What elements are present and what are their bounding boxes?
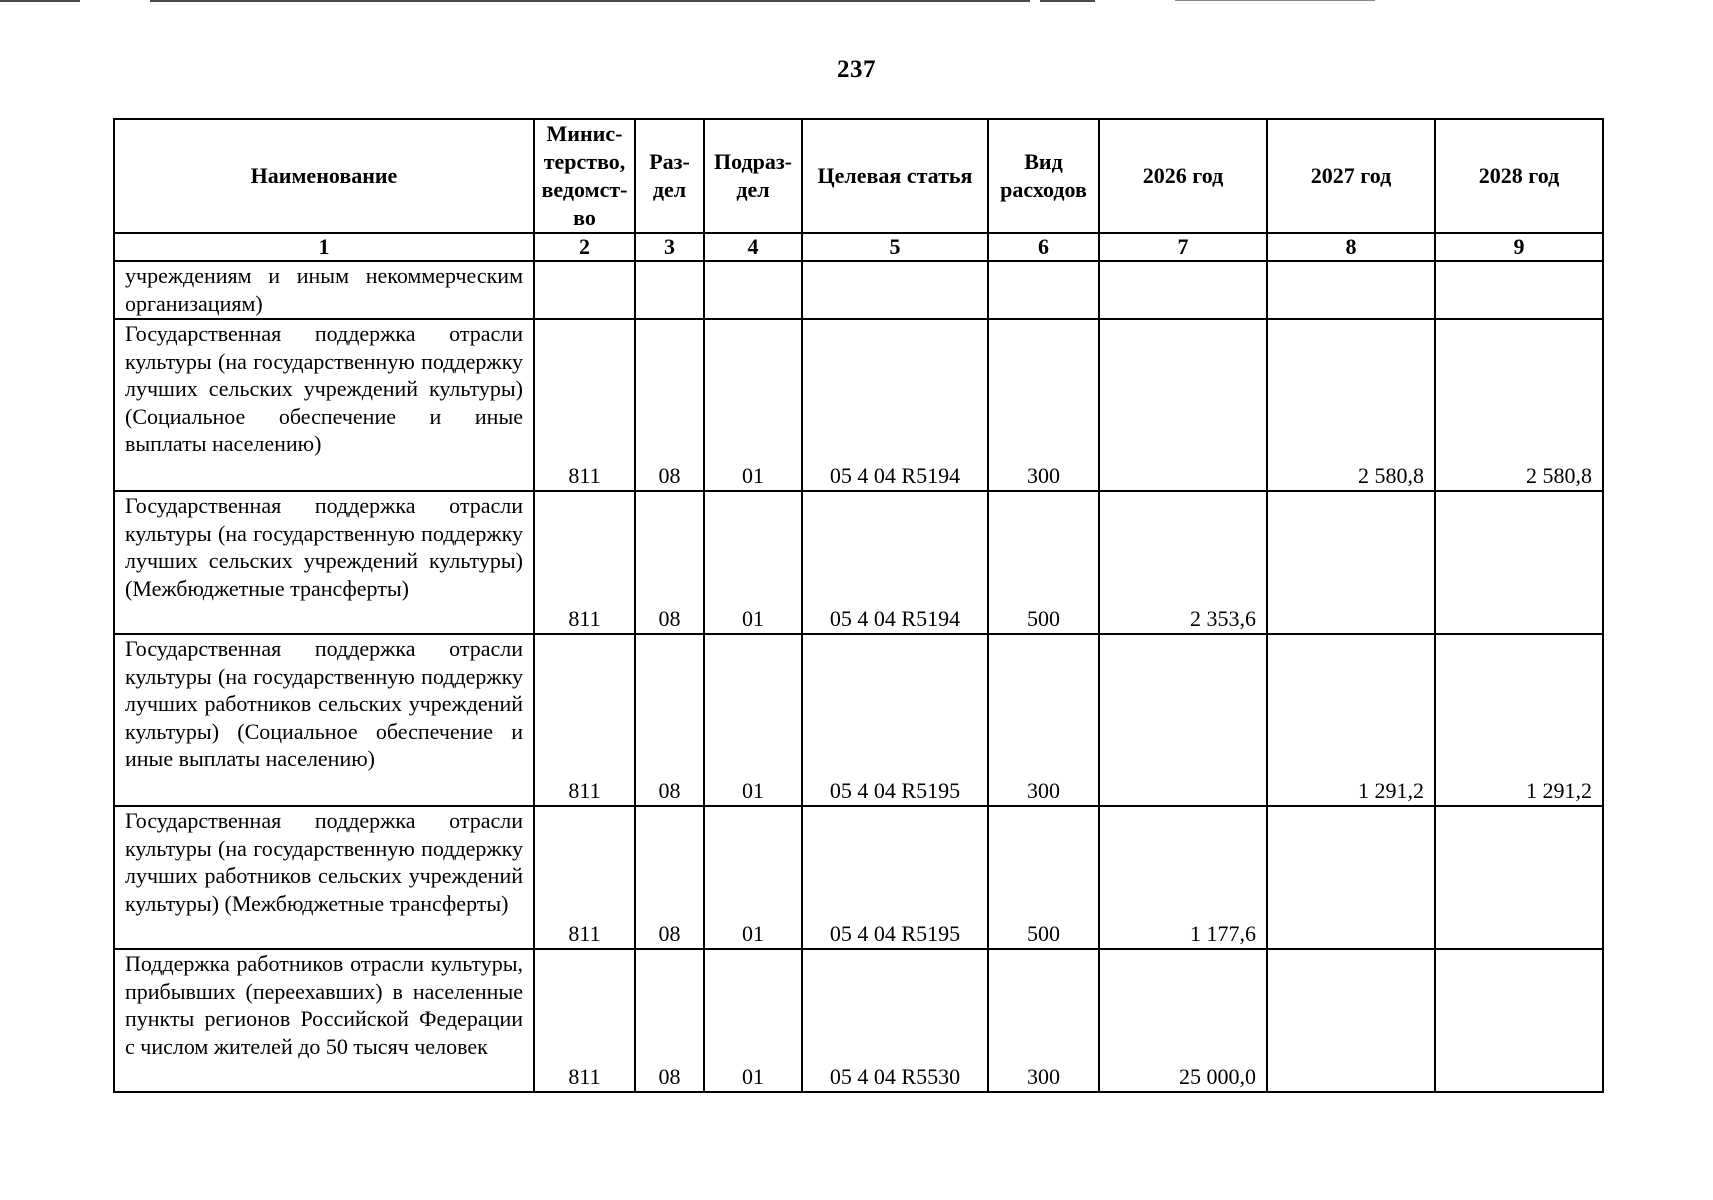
row-expense-type: 300 [988, 949, 1099, 1092]
row-subsection: 01 [704, 634, 802, 806]
row-ministry: 811 [534, 806, 635, 949]
row-2026: 2 353,6 [1099, 491, 1267, 634]
row-ministry: 811 [534, 949, 635, 1092]
header-ministry: Минис-терство, ведомст-во [534, 119, 635, 233]
row-2028 [1435, 806, 1603, 949]
header-section: Раз-дел [635, 119, 704, 233]
row-section: 08 [635, 949, 704, 1092]
row-subsection: 01 [704, 806, 802, 949]
scan-edge-line [0, 0, 80, 2]
row-ministry: 811 [534, 491, 635, 634]
row-2026 [1099, 319, 1267, 491]
column-number: 9 [1435, 233, 1603, 261]
row-target: 05 4 04 R5194 [802, 319, 988, 491]
row-ministry [534, 261, 635, 319]
row-name: учреждениям и иным некоммерческим организациям) [114, 261, 534, 319]
row-target: 05 4 04 R5530 [802, 949, 988, 1092]
row-ministry: 811 [534, 634, 635, 806]
header-subsection: Подраз-дел [704, 119, 802, 233]
row-2028 [1435, 491, 1603, 634]
row-2026: 1 177,6 [1099, 806, 1267, 949]
column-number: 6 [988, 233, 1099, 261]
row-section [635, 261, 704, 319]
row-name: Государственная поддержка отрасли культуры (на государственную поддержку лучших работников сельских учреждений культуры) (Социальное обеспечение и иные выплаты населению) [114, 634, 534, 806]
scan-edge-line [1040, 0, 1095, 2]
header-2027: 2027 год [1267, 119, 1435, 233]
row-name: Поддержка работников отрасли культуры, прибывших (переехавших) в населенные пункты регионов Российской Федерации с числом жителей до 50 тысяч человек [114, 949, 534, 1092]
column-number: 5 [802, 233, 988, 261]
row-target: 05 4 04 R5195 [802, 634, 988, 806]
header-target: Целевая статья [802, 119, 988, 233]
row-expense-type: 300 [988, 319, 1099, 491]
row-subsection: 01 [704, 491, 802, 634]
row-section: 08 [635, 806, 704, 949]
table-row [114, 806, 1603, 949]
row-2026: 25 000,0 [1099, 949, 1267, 1092]
row-subsection [704, 261, 802, 319]
table-row [114, 261, 1603, 319]
budget-table [113, 118, 1604, 1093]
row-2027 [1267, 261, 1435, 319]
row-expense-type: 500 [988, 491, 1099, 634]
table-row [114, 491, 1603, 634]
row-2027: 2 580,8 [1267, 319, 1435, 491]
row-subsection: 01 [704, 949, 802, 1092]
row-2027 [1267, 949, 1435, 1092]
header-name: Наименование [114, 119, 534, 233]
row-target: 05 4 04 R5195 [802, 806, 988, 949]
column-number: 3 [635, 233, 704, 261]
row-2028: 2 580,8 [1435, 319, 1603, 491]
row-2028 [1435, 949, 1603, 1092]
row-expense-type: 500 [988, 806, 1099, 949]
row-target: 05 4 04 R5194 [802, 491, 988, 634]
row-name: Государственная поддержка отрасли культуры (на государственную поддержку лучших работников сельских учреждений культуры) (Межбюджетные трансферты) [114, 806, 534, 949]
column-number: 4 [704, 233, 802, 261]
row-section: 08 [635, 491, 704, 634]
header-2026: 2026 год [1099, 119, 1267, 233]
scan-edge-line [1175, 0, 1375, 1]
header-expense-type: Вид расходов [988, 119, 1099, 233]
header-row [114, 119, 1603, 233]
page-number: 237 [837, 56, 876, 83]
table-row [114, 319, 1603, 491]
column-number: 1 [114, 233, 534, 261]
table-row [114, 949, 1603, 1092]
column-number-row [114, 233, 1603, 261]
row-2026 [1099, 261, 1267, 319]
row-name: Государственная поддержка отрасли культуры (на государственную поддержку лучших сельских учреждений культуры) (Межбюджетные трансферты) [114, 491, 534, 634]
row-2026 [1099, 634, 1267, 806]
header-2028: 2028 год [1435, 119, 1603, 233]
table-row [114, 634, 1603, 806]
row-2027 [1267, 806, 1435, 949]
row-2027: 1 291,2 [1267, 634, 1435, 806]
row-expense-type [988, 261, 1099, 319]
column-number: 8 [1267, 233, 1435, 261]
row-section: 08 [635, 319, 704, 491]
row-expense-type: 300 [988, 634, 1099, 806]
row-2028 [1435, 261, 1603, 319]
row-2028: 1 291,2 [1435, 634, 1603, 806]
row-name: Государственная поддержка отрасли культуры (на государственную поддержку лучших сельских учреждений культуры) (Социальное обеспечение и иные выплаты населению) [114, 319, 534, 491]
row-section: 08 [635, 634, 704, 806]
column-number: 7 [1099, 233, 1267, 261]
scan-edge-line [150, 0, 1030, 2]
row-2027 [1267, 491, 1435, 634]
row-subsection: 01 [704, 319, 802, 491]
row-target [802, 261, 988, 319]
row-ministry: 811 [534, 319, 635, 491]
column-number: 2 [534, 233, 635, 261]
